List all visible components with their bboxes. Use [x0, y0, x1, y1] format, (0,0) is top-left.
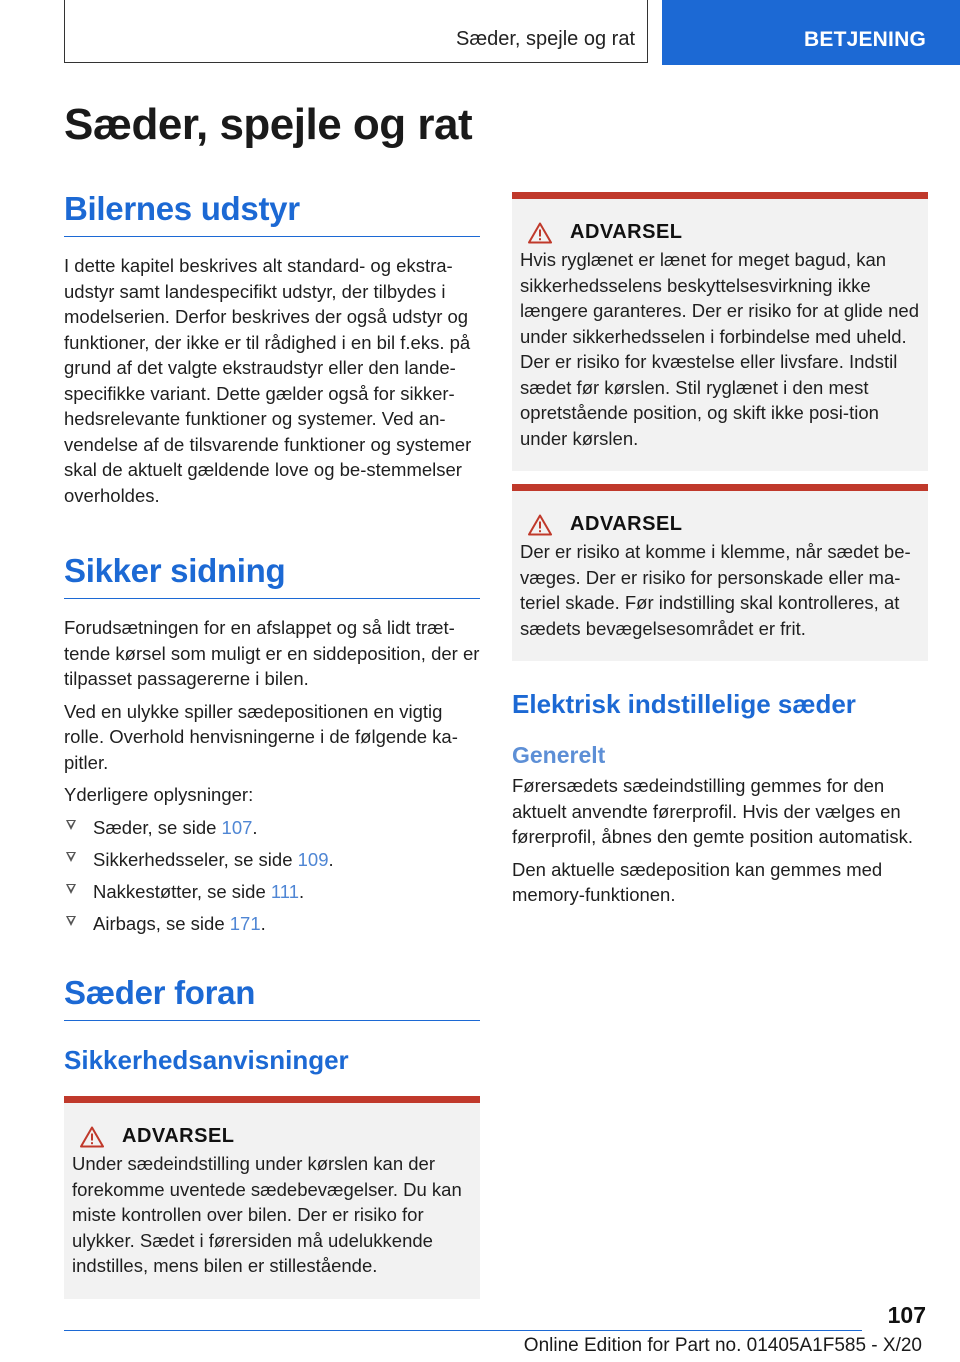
- header-section-tab: [662, 0, 960, 65]
- reference-list: [64, 815, 480, 937]
- warning-title: ADVARSEL: [570, 513, 683, 535]
- triangle-bullet-icon: [66, 852, 76, 862]
- header-chapter-box: [64, 0, 648, 63]
- right-column: [512, 192, 928, 908]
- heading-sikker-sidning: Sikker sidning: [64, 552, 480, 599]
- warning-box: [512, 192, 928, 471]
- page-title: Sæder, spejle og rat: [64, 100, 473, 149]
- left-column: [64, 190, 480, 1299]
- list-item: Sikkerhedsseler, se side 109.: [64, 847, 480, 873]
- heading-generelt: Generelt: [512, 742, 606, 768]
- page-link-109[interactable]: 109: [297, 848, 329, 870]
- triangle-bullet-icon: [66, 820, 76, 830]
- header-section-label: BETJENING: [804, 28, 926, 51]
- warning-text: Der er risiko at komme i klemme, når sædet be-væges. Der er risiko for personskade eller ma-teriel skade. Før indstilling skal kontrolleres, at sædets bevægelsesområdet er frit.: [520, 541, 911, 639]
- warning-triangle-icon: [80, 1126, 104, 1148]
- warning-title: ADVARSEL: [570, 221, 683, 243]
- list-item: Nakkestøtter, se side 111.: [64, 879, 480, 905]
- warning-triangle-icon: [528, 514, 552, 536]
- warning-box: [64, 1096, 480, 1299]
- footer-edition: Online Edition for Part no. 01405A1F585 - X/20: [523, 1335, 922, 1356]
- page-link-107[interactable]: 107: [221, 816, 253, 838]
- heading-bilernes-udstyr: Bilernes udstyr: [64, 190, 480, 237]
- warning-box: [512, 484, 928, 661]
- header-chapter-title: Sæder, spejle og rat: [456, 28, 635, 50]
- warning-title: ADVARSEL: [122, 1125, 235, 1147]
- list-item: Sæder, se side 107.: [64, 815, 480, 841]
- page-link-111[interactable]: 111: [270, 880, 299, 902]
- heading-elektrisk-indstillelige-saeder: Elektrisk indstillelige sæder: [512, 689, 856, 719]
- heading-saeder-foran: Sæder foran: [64, 974, 480, 1021]
- warning-triangle-icon: [528, 222, 552, 244]
- footer-divider: [64, 1330, 862, 1331]
- page-link-171[interactable]: 171: [229, 912, 261, 934]
- paragraph-sikker-2: Ved en ulykke spiller sædepositionen en vigtig rolle. Overhold henvisningerne i de følgende ka-pitler.: [64, 700, 458, 773]
- paragraph-sikker-3: Yderligere oplysninger:: [64, 784, 254, 805]
- triangle-bullet-icon: [66, 916, 76, 926]
- paragraph-generelt-2: Den aktuelle sædeposition kan gemmes med memory-funktionen.: [512, 858, 883, 905]
- list-item: Airbags, se side 171.: [64, 911, 480, 937]
- warning-text: Hvis ryglænet er lænet for meget bagud, kan sikkerhedsselens beskyttelsesvirkning ikke længere garanteres. Der er risiko for at glide ned under sikkerhedsselen i forbindelse med uheld. Der er risiko for kvæstelse eller livsfare. Indstil sædet før kørslen. Stil ryglænet i den mest opretstående position, og skift ikke posi-tion under kørslen.: [520, 249, 919, 449]
- triangle-bullet-icon: [66, 884, 76, 894]
- page-number: 107: [887, 1302, 926, 1328]
- paragraph-sikker-1: Forudsætningen for en afslappet og så lidt træt-tende kørsel som muligt er en siddeposition, der er tilpasset passagererne i bilen.: [64, 617, 480, 689]
- warning-text: Under sædeindstilling under kørslen kan der forekomme uventede sædebevægelser. Du kan miste kontrollen over bilen. Der er risiko for ulykker. Sædet i førersiden må udelukkende indstilles, mens bilen er stillestående.: [72, 1153, 462, 1276]
- paragraph-generelt-1: Førersædets sædeindstilling gemmes for den aktuelt anvendte førerprofil. Hvis der vælges en førerprofil, åbnes den gemte position automatisk.: [512, 775, 914, 847]
- heading-sikkerhedsanvisninger: Sikkerhedsanvisninger: [64, 1045, 349, 1075]
- paragraph-bilernes-udstyr: I dette kapitel beskrives alt standard- og ekstra-udstyr samt landespecifikt udstyr, der tilbydes i modelserien. Derfor beskrives der også udstyr og funktioner, der ikke er til rådighed i en bil f.eks. på grund af det valgte ekstraudstyr eller den lande-specifikke variant. Dette gælder også for sikker-hedsrelevante funktioner og systemer. Ved an-vendelse af de tilsvarende funktioner og systemer skal de aktuelt gældende love og be-stemmelser overholdes.: [64, 255, 472, 506]
